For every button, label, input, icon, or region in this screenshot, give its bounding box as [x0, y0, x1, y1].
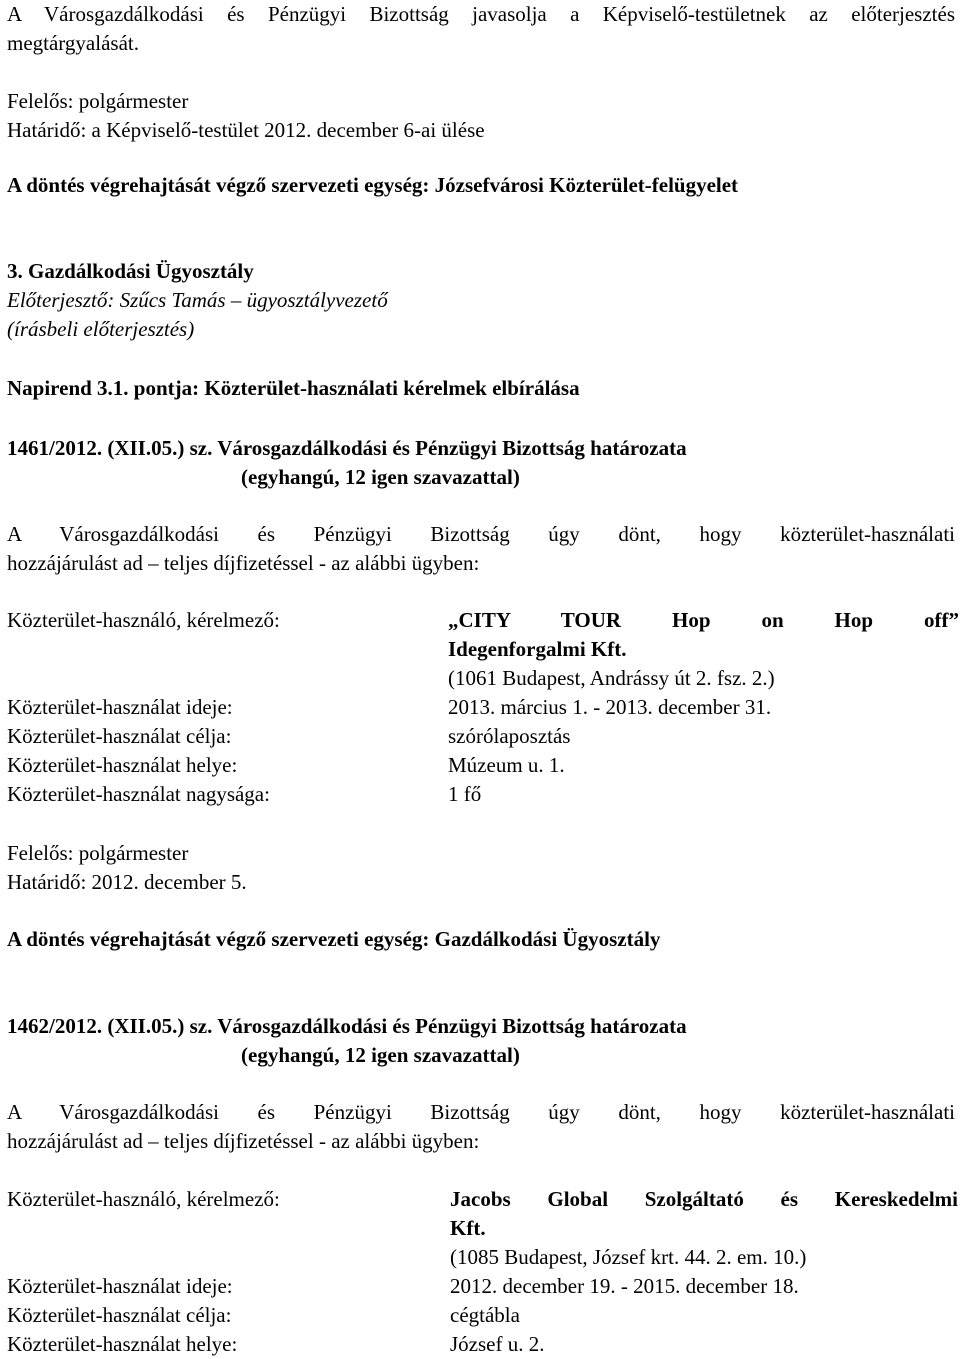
agenda-title: Napirend 3.1. pontja: Közterület-használati kérelmek elbírálása [7, 376, 580, 400]
resolution-1-applicant-name-2: Idegenforgalmi Kft. [448, 637, 627, 661]
resolution-1-number: 1461/2012. (XII.05.) sz. [7, 436, 213, 460]
resolution-1-place-label: Közterület-használat helye: [7, 753, 238, 777]
resolution-2-place-value: József u. 2. [450, 1332, 545, 1356]
resolution-1-applicant-label: Közterület-használó, kérelmező: [7, 608, 280, 632]
resolution-1-responsible: Felelős: polgármester [7, 841, 189, 865]
resolution-2-purpose-value: cégtábla [450, 1303, 520, 1327]
resolution-1-place-value: Múzeum u. 1. [448, 753, 565, 777]
resolution-2-applicant-label: Közterület-használó, kérelmező: [7, 1187, 280, 1211]
resolution-2-title: Városgazdálkodási és Pénzügyi Bizottság határozata [217, 1014, 687, 1038]
resolution-2-decision-line-2: hozzájárulást ad – teljes díjfizetéssel - az alábbi ügyben: [7, 1129, 480, 1153]
resolution-1-purpose-value: szórólaposztás [448, 724, 571, 748]
intro-text-line-1: A Városgazdálkodási és Pénzügyi Bizottság javasolja a Képviselő-testületnek az előterjesztés [7, 2, 955, 26]
resolution-1-decision-line-1: A Városgazdálkodási és Pénzügyi Bizottság úgy dönt, hogy közterület-használati [7, 522, 955, 546]
resolution-2-number: 1462/2012. (XII.05.) sz. [7, 1014, 213, 1038]
intro-deadline: Határidő: a Képviselő-testület 2012. december 6-ai ülése [7, 118, 485, 142]
resolution-2-applicant-name-2: Kft. [450, 1216, 486, 1240]
resolution-1-applicant-name: „CITY TOUR Hop on Hop off” [448, 608, 959, 632]
resolution-1-deadline: Határidő: 2012. december 5. [7, 870, 247, 894]
section-presenter: Előterjesztő: Szűcs Tamás – ügyosztályvezető [7, 288, 388, 312]
resolution-1-title: Városgazdálkodási és Pénzügyi Bizottság határozata [217, 436, 687, 460]
resolution-2-period-label: Közterület-használat ideje: [7, 1274, 233, 1298]
section-heading: 3. Gazdálkodási Ügyosztály [7, 259, 254, 283]
resolution-2-applicant-name: Jacobs Global Szolgáltató és Kereskedelmi [450, 1187, 958, 1211]
section-type: (írásbeli előterjesztés) [7, 317, 195, 341]
resolution-1-size-value: 1 fő [448, 782, 482, 806]
resolution-2-decision-line-1: A Városgazdálkodási és Pénzügyi Bizottság úgy dönt, hogy közterület-használati [7, 1100, 955, 1124]
resolution-1-executor: A döntés végrehajtását végző szervezeti egység: Gazdálkodási Ügyosztály [7, 927, 661, 951]
resolution-1-size-label: Közterület-használat nagysága: [7, 782, 270, 806]
resolution-2-period-value: 2012. december 19. - 2015. december 18. [450, 1274, 799, 1298]
intro-executor: A döntés végrehajtását végző szervezeti egység: Józsefvárosi Közterület-felügyelet [7, 173, 739, 197]
resolution-2-applicant-address: (1085 Budapest, József krt. 44. 2. em. 10.) [450, 1245, 807, 1269]
resolution-1-header [7, 434, 687, 463]
resolution-1-period-value: 2013. március 1. - 2013. december 31. [448, 695, 772, 719]
resolution-1-decision-line-2: hozzájárulást ad – teljes díjfizetéssel - az alábbi ügyben: [7, 551, 480, 575]
resolution-2-vote: (egyhangú, 12 igen szavazattal) [241, 1043, 520, 1067]
resolution-2-purpose-label: Közterület-használat célja: [7, 1303, 232, 1327]
intro-text-line-2: megtárgyalását. [7, 31, 139, 55]
resolution-2-place-label: Közterület-használat helye: [7, 1332, 238, 1356]
resolution-2-header [7, 1012, 687, 1041]
resolution-1-purpose-label: Közterület-használat célja: [7, 724, 232, 748]
resolution-1-period-label: Közterület-használat ideje: [7, 695, 233, 719]
intro-responsible: Felelős: polgármester [7, 89, 189, 113]
resolution-1-vote: (egyhangú, 12 igen szavazattal) [241, 465, 520, 489]
resolution-1-applicant-address: (1061 Budapest, Andrássy út 2. fsz. 2.) [448, 666, 775, 690]
